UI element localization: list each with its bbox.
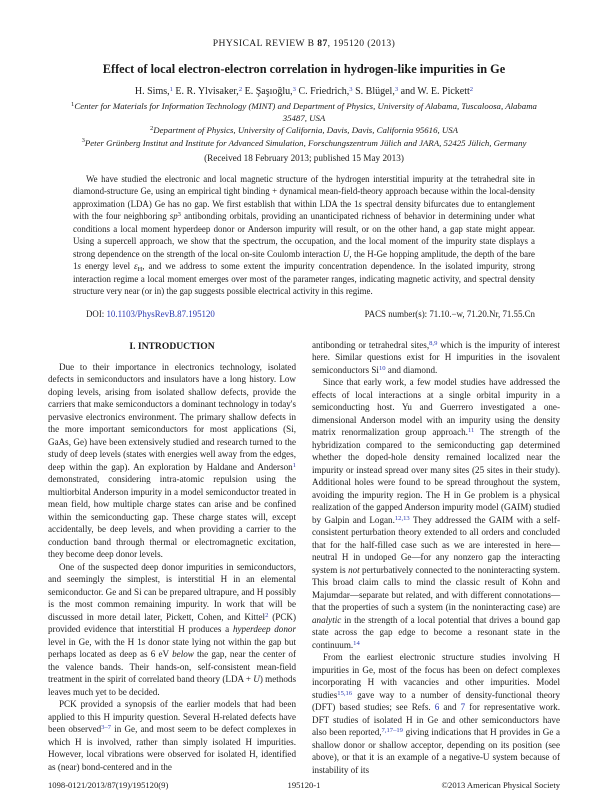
affiliation-2: $^2$Department of Physics, University of California, Davis, Davis, California 95616, USA bbox=[150, 125, 458, 136]
authors-line: H. Sims,$^1$ E. R. Ylvisaker,$^2$ E. Şaşıoğlu,$^3$ C. Friedrich,$^3$ S. Blügel,$^3$ and W. E. Pickett$^2$ bbox=[134, 85, 474, 97]
intro-paragraph-4: antibonding or tetrahedral sites,$^{8,9}$ which is the impurity of interest here. Similar questions exist for H impurities in the isovalent semiconductors Si$^{10}$ and diamond. bbox=[312, 339, 561, 375]
intro-paragraph-5: Since that early work, a few model studies have addressed the effects of local interactions at a single orbital impurity in a semiconducting host. Yu and Guerrero investigated a one-dimensional Anderson model with an impurity using the density matrix renormalization group approach.$^{11}$ The strength of the hybridization compared to the semiconducting gap determined whether the doped-hole density remained localized near the impurity or instead spread over many sites (25 sites in their study). Additional holes were found to be spread throughout the system, avoiding the impurity region. The H in Ge problem is a physical realization of the gapped Anderson impurity model (GAIM) studied by Galpin and Logan.$^{12,13}$ They addressed the GAIM with a self-consistent perturbation theory extended to all orders and concluded that for the half-filled case such as we are interested in here—neutral H in undoped Ge—for any nonzero gap the interacting system is not perturbatively connected to the noninteracting system. This broad claim calls to mind the classic result of Kohn and Majumdar—separate but related, and with different connotations—that the properties of such a system (in the noninteracting case) are analytic in the strength of a local potential that drives a bound gap state across the gap edge to become a resonant state in the continuum.$^{14}$ bbox=[312, 377, 560, 650]
intro-paragraph-3: PCK provided a synopsis of the earlier models that had been applied to this H impurity question. Several H-related defects have been observed$^{3-7}$ in Ge, and most seem to be defect complexes in which H is involved, rather than simply isolated H impurities. However, local vibrations were observed for isolated H, identified as (near) bond-centered and in the bbox=[48, 699, 296, 772]
section-heading-introduction: I. INTRODUCTION bbox=[129, 340, 215, 352]
pacs-line: PACS number(s): 71.10.−w, 71.20.Nr, 71.55.Cn bbox=[364, 308, 535, 319]
journal-header: PHYSICAL REVIEW B 87, 195120 (2013) bbox=[212, 38, 396, 49]
affiliation-1: $^1$Center for Materials for Information Technology (MINT) and Department of Physics, University of Alabama, Tuscaloosa, Alabama 35487, USA bbox=[71, 100, 537, 124]
affiliations bbox=[0, 100, 608, 149]
intro-paragraph-1: Due to their importance in electronics technology, isolated defects in semiconductors and insulators have a long history. Low doping levels, arising from isolated shallow defects, provide the carriers that make semiconductors a dominant technology in today's pervasive electronics environment. The primary shallow defects in the more important semiconductors for most applications (Si, GaAs, Ge) have been extensively studied and research turned to the study of deep levels (states with energies well away from the edges, deep within the gap). An exploration by Haldane and Anderson$^1$ demonstrated, considering intra-atomic repulsion using the multiorbital Anderson impurity in a model semiconductor treated in mean field, how multiple charge states can arise and be confined within the semiconducting gap. These charge states will, except accidentally, be deep levels, and when providing a carrier to the conduction band through thermal or electromagnetic excitation, they become deep donor levels. bbox=[48, 361, 296, 560]
footer-page-number: 195120-1 bbox=[287, 780, 321, 790]
received-line: (Received 18 February 2013; published 15 May 2013) bbox=[204, 152, 404, 163]
abstract-text: We have studied the electronic and local magnetic structure of the hydrogen interstitial impurity at the tetrahedral site in diamond-structure Ge, using an empirical tight binding + dynamical mean-field-theory approach because within the local-density approximation (LDA) Ge has no gap. We first establish that within LDA the 1s spectral density bifurcates due to entanglement with the four neighboring $sp^3$ antibonding orbitals, providing an unanticipated richness of behavior in determining under what conditions a local moment hyperdeep donor or Anderson impurity will result, or on the other hand, a gap state might appear. Using a supercell approach, we show that the spectrum, the occupation, and the local moment of the impurity state displays a strong dependence on the strength of the local on-site Coulomb interaction U, the H-Ge hopping amplitude, the depth of the bare 1s energy level $\varepsilon_H$, and we address to some extent the impurity concentration dependence. In the isolated impurity, strong interaction regime a local moment emerges over most of the parameter ranges, indicating magnetic activity, and spectral density structure very near (or in) the gap suggests possible electrical activity in this regime. bbox=[73, 173, 535, 297]
intro-paragraph-6: From the earliest electronic structure studies involving H impurities in Ge, most of the focus has been on defect complexes incorporating H with vacancies and other impurities. Model studies$^{15,16}$ gave way to a number of density-functional theory (DFT) based studies; see Refs. 6 and 7 for representative work. DFT studies of isolated H in Ge and other semiconductors have also been reported,$^{7,17-19}$ giving indications that H provides in Ge a shallow donor or shallow acceptor, depending on its position (see above), or that it is an example of a negative-U system because of instability of its bbox=[312, 652, 560, 775]
paper-title: Effect of local electron-electron correlation in hydrogen-like impurities in Ge bbox=[102, 62, 506, 76]
doi-link[interactable]: 10.1103/PhysRevB.87.195120 bbox=[106, 308, 215, 319]
footer-issn: 1098-0121/2013/87(19)/195120(9) bbox=[48, 780, 169, 790]
affiliation-3: $^3$Peter Grünberg Institut and Institute for Advanced Simulation, Forschungszentrum Jülich and JARA, 52425 Jülich, Germany bbox=[81, 137, 527, 148]
intro-paragraph-2: One of the suspected deep donor impurities in semiconductors, and seemingly the simplest, is interstitial H in an elemental semiconductor. Ge and Si can be prepared ultrapure, and H possibly is the most common remaining impurity. In work that will be discussed in more detail later, Pickett, Cohen, and Kittel$^2$ (PCK) provided evidence that interstitial H produces a hyperdeep donor level in Ge, with the H 1s donor state lying not within the gap but perhaps located as deep as 6 eV below the gap, near the center of the valence bands. Their hands-on, self-consistent mean-field treatment in the spirit of correlated band theory (LDA + U) methods leaves much yet to be decided. bbox=[48, 561, 297, 697]
left-column bbox=[48, 339, 296, 777]
doi-line bbox=[73, 309, 215, 319]
body-columns bbox=[48, 339, 560, 777]
page-footer bbox=[48, 780, 560, 790]
footer-copyright: ©2013 American Physical Society bbox=[441, 780, 560, 790]
right-column bbox=[312, 339, 560, 777]
doi-pacs-row bbox=[73, 309, 535, 319]
doi-label: DOI: bbox=[86, 308, 105, 319]
